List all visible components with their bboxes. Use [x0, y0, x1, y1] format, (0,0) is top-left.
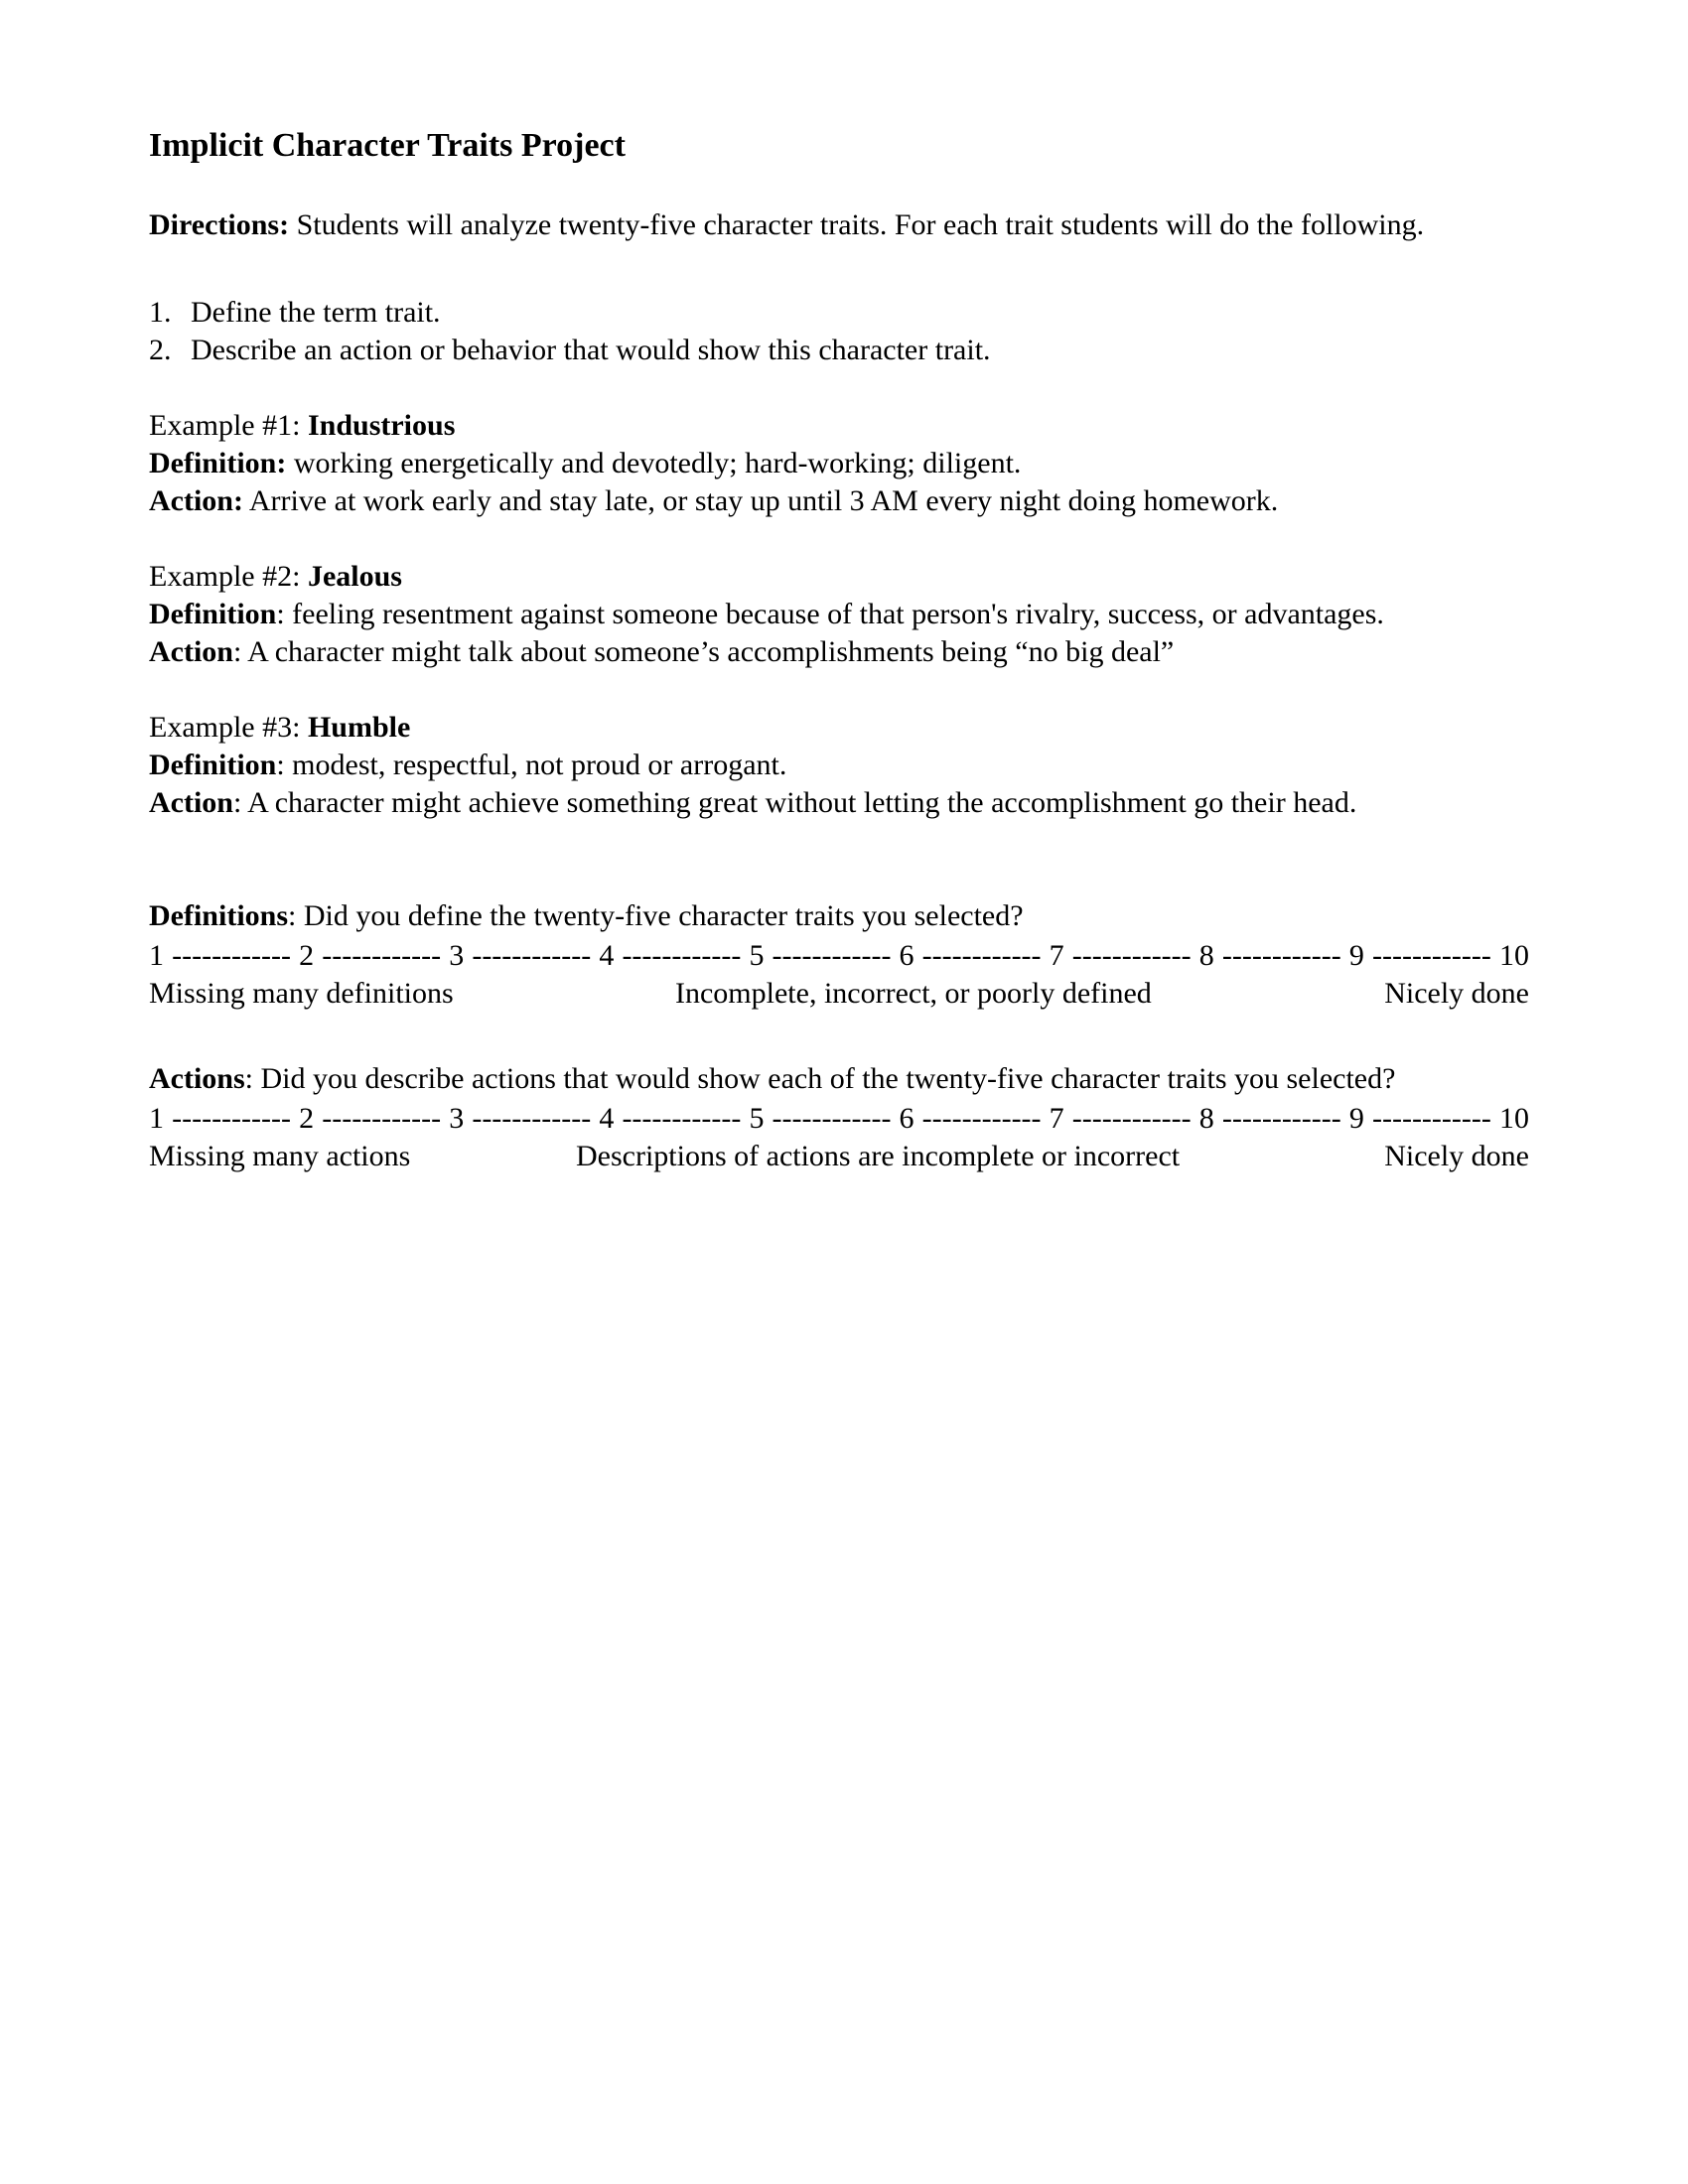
rating-scale — [149, 937, 1529, 975]
scale-dashes: ------------ — [1071, 1102, 1192, 1135]
scale-point: 2 — [299, 1102, 315, 1135]
scale-label-high: Nicely done — [1384, 977, 1529, 1010]
example-heading — [149, 709, 1356, 747]
rubric-label: Actions — [149, 1062, 245, 1095]
step-item — [149, 332, 991, 369]
scale-dashes: ------------ — [1221, 1102, 1341, 1135]
scale-dashes: ------------ — [322, 939, 442, 972]
example-trait: Industrious — [307, 409, 456, 442]
scale-dashes: ------------ — [1071, 939, 1192, 972]
scale-dashes: ------------ — [921, 939, 1042, 972]
example-definition — [149, 747, 1356, 784]
definition-text: : feeling resentment against someone because of that person's rivalry, success, or advantages. — [276, 598, 1384, 630]
directions-label: Directions: — [149, 208, 290, 241]
definition-label: Definition: — [149, 447, 287, 479]
scale-point: 3 — [449, 939, 465, 972]
scale-labels — [149, 975, 1529, 1013]
scale-point: 4 — [599, 1102, 615, 1135]
action-label: Action — [149, 635, 233, 668]
scale-label-high: Nicely done — [1384, 1140, 1529, 1172]
scale-labels — [149, 1138, 1529, 1175]
rubric-question-text: : Did you describe actions that would show each of the twenty-five character traits you selected? — [244, 1062, 1396, 1095]
scale-dashes: ------------ — [1221, 939, 1341, 972]
step-number: 1. — [149, 296, 172, 329]
scale-point: 9 — [1348, 1102, 1364, 1135]
rubric-actions — [149, 1060, 1529, 1175]
scale-label-mid: Descriptions of actions are incomplete or incorrect — [576, 1140, 1181, 1172]
example-prefix: Example #2: — [149, 560, 308, 593]
example-2 — [149, 558, 1384, 671]
scale-point: 8 — [1198, 939, 1214, 972]
scale-point: 10 — [1498, 939, 1529, 972]
scale-dashes: ------------ — [1371, 939, 1491, 972]
scale-dashes: ------------ — [472, 939, 592, 972]
scale-point: 6 — [899, 939, 914, 972]
action-text: : A character might talk about someone’s accomplishments being “no big deal” — [233, 635, 1175, 668]
example-trait: Humble — [307, 711, 411, 744]
scale-point: 3 — [449, 1102, 465, 1135]
directions-steps — [149, 294, 991, 369]
example-3 — [149, 709, 1356, 822]
rubric-question — [149, 897, 1529, 935]
rubric-question — [149, 1060, 1529, 1098]
scale-dashes: ------------ — [622, 1102, 742, 1135]
scale-label-low: Missing many actions — [149, 1140, 411, 1172]
scale-point: 9 — [1348, 939, 1364, 972]
scale-point: 1 — [149, 939, 164, 972]
scale-dashes: ------------ — [772, 1102, 892, 1135]
scale-point: 5 — [749, 1102, 765, 1135]
action-label: Action — [149, 786, 233, 819]
scale-point: 2 — [299, 939, 315, 972]
scale-dashes: ------------ — [172, 1102, 291, 1135]
step-text: Describe an action or behavior that would show this character trait. — [191, 334, 991, 366]
definition-text: working energetically and devotedly; hard-working; diligent. — [286, 447, 1022, 479]
scale-point: 6 — [899, 1102, 914, 1135]
scale-point: 7 — [1049, 1102, 1064, 1135]
scale-point: 5 — [749, 939, 765, 972]
scale-dashes: ------------ — [472, 1102, 592, 1135]
rubric-definitions — [149, 897, 1529, 1013]
definition-label: Definition — [149, 749, 277, 781]
definition-text: : modest, respectful, not proud or arrogant. — [276, 749, 787, 781]
scale-label-mid: Incomplete, incorrect, or poorly defined — [675, 977, 1152, 1010]
example-prefix: Example #1: — [149, 409, 308, 442]
example-definition — [149, 445, 1278, 482]
directions-text: Students will analyze twenty-five character traits. For each trait students will do the following. — [289, 208, 1425, 241]
rubric-question-text: : Did you define the twenty-five character traits you selected? — [288, 899, 1024, 932]
step-number: 2. — [149, 334, 172, 366]
example-action — [149, 633, 1384, 671]
scale-dashes: ------------ — [772, 939, 892, 972]
scale-point: 8 — [1198, 1102, 1214, 1135]
scale-point: 1 — [149, 1102, 164, 1135]
scale-label-low: Missing many definitions — [149, 977, 454, 1010]
scale-dashes: ------------ — [322, 1102, 442, 1135]
step-item — [149, 294, 991, 332]
scale-dashes: ------------ — [622, 939, 742, 972]
example-heading — [149, 558, 1384, 596]
scale-dashes: ------------ — [1371, 1102, 1491, 1135]
directions-paragraph — [149, 206, 1519, 244]
action-text: : A character might achieve something great without letting the accomplishment go their head. — [233, 786, 1357, 819]
scale-point: 10 — [1498, 1102, 1529, 1135]
example-definition — [149, 596, 1384, 633]
action-label: Action: — [149, 484, 243, 517]
example-1 — [149, 407, 1278, 520]
document-title: Implicit Character Traits Project — [149, 127, 626, 164]
scale-point: 4 — [599, 939, 615, 972]
definition-label: Definition — [149, 598, 277, 630]
example-action — [149, 482, 1278, 520]
example-trait: Jealous — [307, 560, 402, 593]
action-text: Arrive at work early and stay late, or stay up until 3 AM every night doing homework. — [242, 484, 1279, 517]
rubric-label: Definitions — [149, 899, 289, 932]
scale-point: 7 — [1049, 939, 1064, 972]
example-heading — [149, 407, 1278, 445]
rating-scale — [149, 1100, 1529, 1138]
scale-dashes: ------------ — [172, 939, 291, 972]
example-prefix: Example #3: — [149, 711, 308, 744]
step-text: Define the term trait. — [191, 296, 441, 329]
scale-dashes: ------------ — [921, 1102, 1042, 1135]
example-action — [149, 784, 1356, 822]
